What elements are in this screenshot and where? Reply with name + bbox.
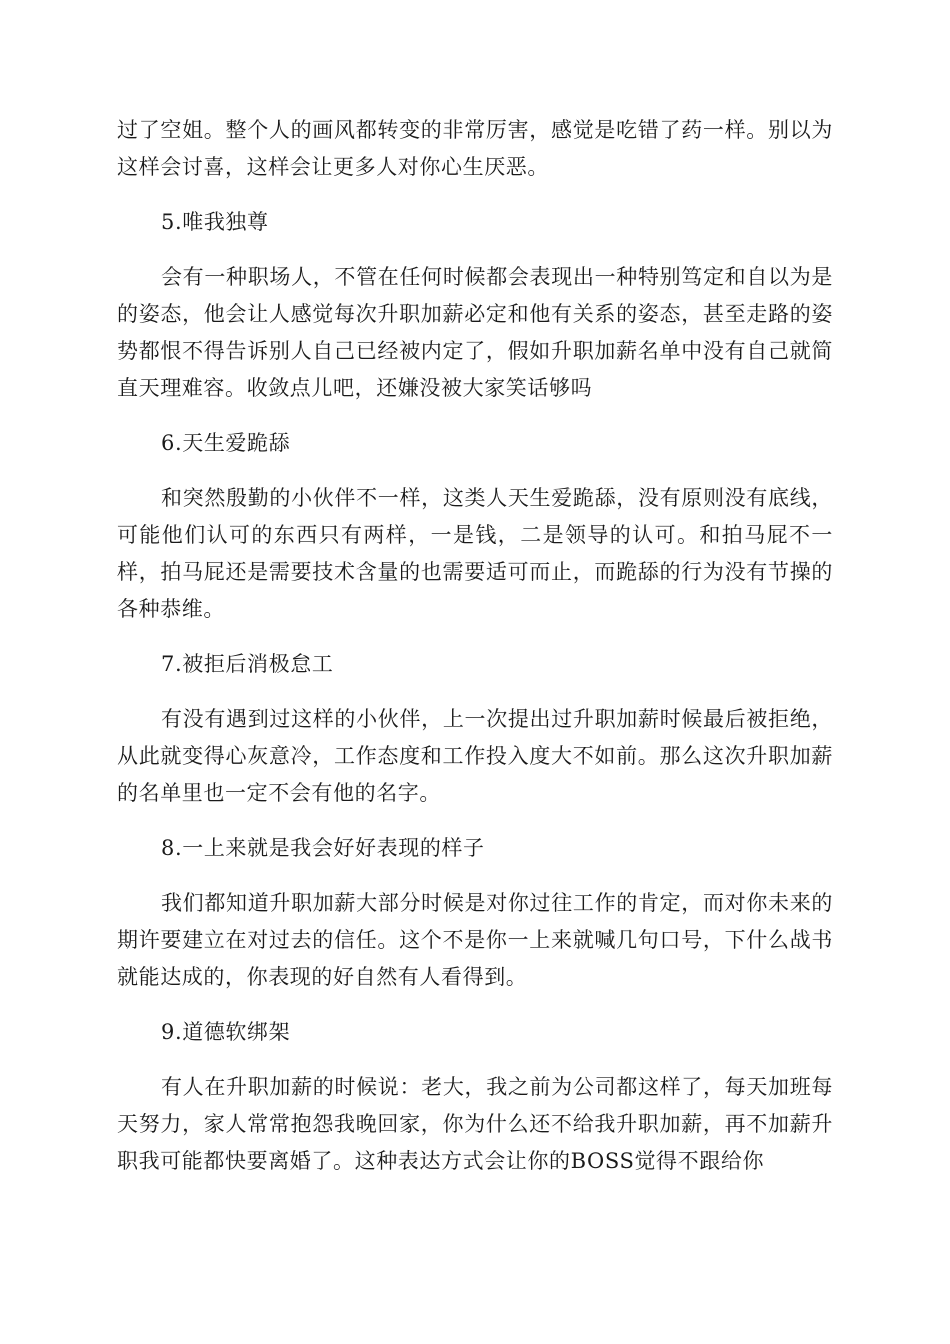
section-heading: 7.被拒后消极怠工 xyxy=(161,652,334,676)
paragraph: 会有一种职场人，不管在任何时候都会表现出一种特别笃定和自以为是的姿态，他会让人感觉每次升职加薪必定和他有关系的姿态，甚至走路的姿势都恨不得告诉别人自己已经被内定了，假如升职加薪名单中没有自己就简直天理难容。收敛点儿吧，还嫌没被大家笑话够吗 xyxy=(117,265,833,400)
section-heading: 9.道德软绑架 xyxy=(161,1020,291,1044)
document-body xyxy=(117,112,833,1198)
section-heading: 8.一上来就是我会好好表现的样子 xyxy=(161,836,485,860)
paragraph: 和突然殷勤的小伙伴不一样，这类人天生爱跪舔，没有原则没有底线，可能他们认可的东西只有两样，一是钱，二是领导的认可。和拍马屁不一样，拍马屁还是需要技术含量的也需要适可而止，而跪舔的行为没有节操的各种恭维。 xyxy=(117,486,833,621)
section-heading: 5.唯我独尊 xyxy=(161,210,269,234)
paragraph: 我们都知道升职加薪大部分时候是对你过往工作的肯定，而对你未来的期许要建立在对过去的信任。这个不是你一上来就喊几句口号，下什么战书就能达成的，你表现的好自然有人看得到。 xyxy=(117,891,833,989)
paragraph: 有没有遇到过这样的小伙伴，上一次提出过升职加薪时候最后被拒绝，从此就变得心灰意冷，工作态度和工作投入度大不如前。那么这次升职加薪的名单里也一定不会有他的名字。 xyxy=(117,707,833,805)
section-heading: 6.天生爱跪舔 xyxy=(161,431,291,455)
paragraph: 过了空姐。整个人的画风都转变的非常厉害，感觉是吃错了药一样。别以为这样会讨喜，这样会让更多人对你心生厌恶。 xyxy=(117,118,833,179)
paragraph: 有人在升职加薪的时候说：老大，我之前为公司都这样了，每天加班每天努力，家人常常抱怨我晚回家，你为什么还不给我升职加薪，再不加薪升职我可能都快要离婚了。这种表达方式会让你的BOSS觉得不跟给你 xyxy=(117,1075,833,1173)
